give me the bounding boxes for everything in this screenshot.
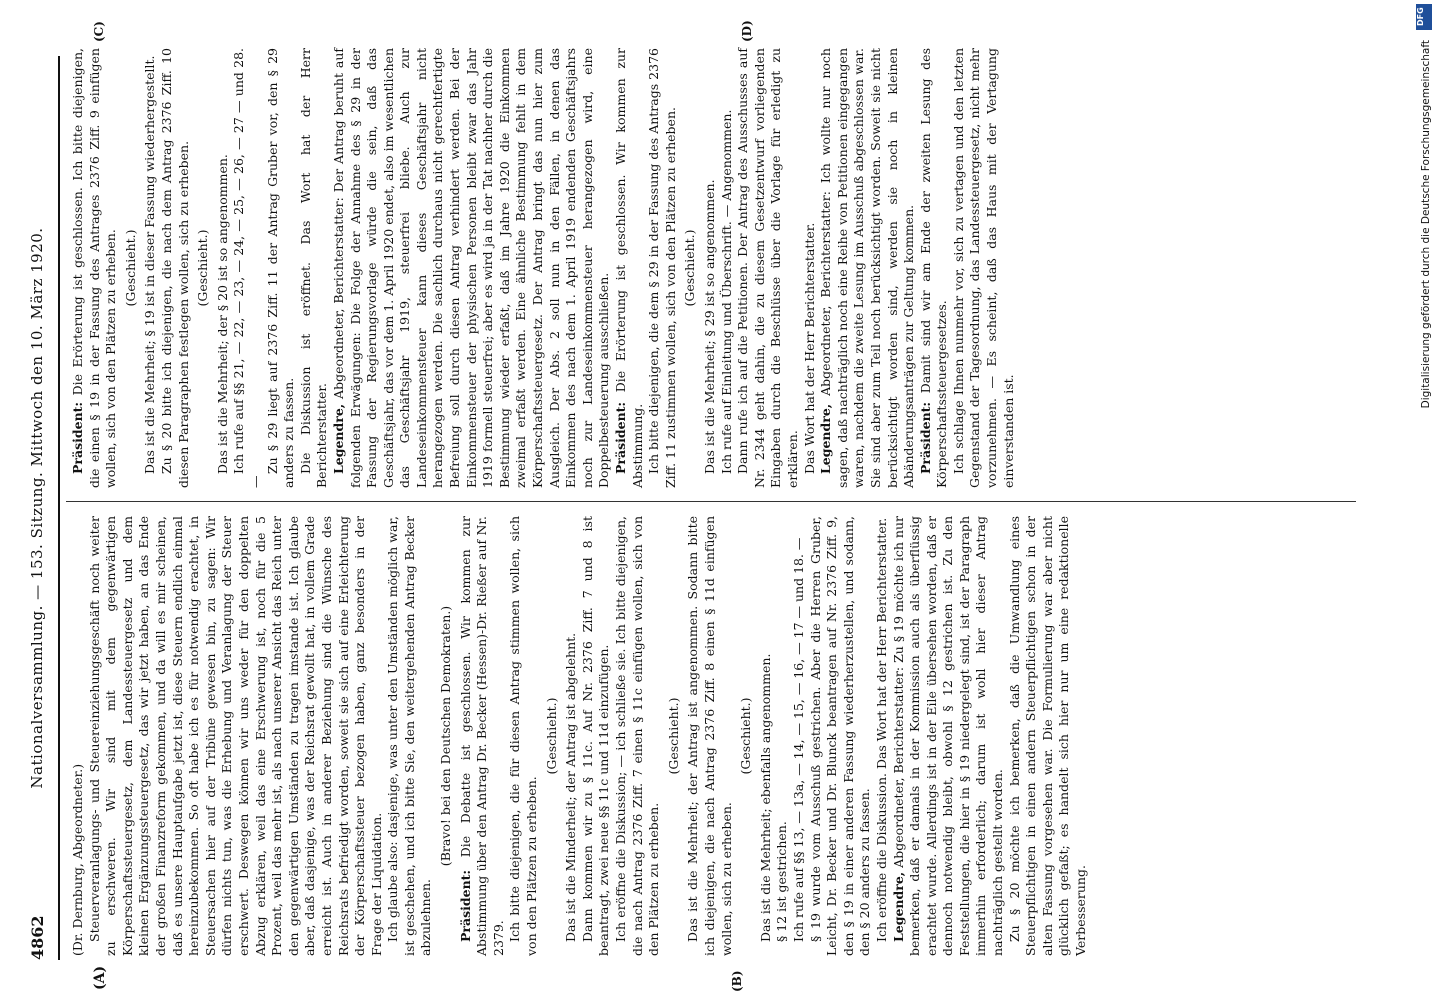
column-divider xyxy=(66,501,1356,502)
paragraph xyxy=(874,516,891,956)
paragraph xyxy=(580,516,613,956)
paragraph xyxy=(891,516,1007,956)
paragraph-text: (Geschieht.) xyxy=(738,697,754,775)
speaker-name: Präsident: xyxy=(70,401,85,474)
paragraph-text: (Geschieht.) xyxy=(665,697,681,775)
paragraph-text: (Dr. Dernburg, Abgeordneter.) xyxy=(70,763,85,956)
paragraph xyxy=(563,516,580,956)
paragraph xyxy=(331,48,613,488)
paragraph xyxy=(385,516,435,956)
header-rule xyxy=(58,56,60,960)
paragraph xyxy=(719,48,736,488)
paragraph-text: Die Diskussion ist eröffnet. Das Wort hat der Herr Berichterstatter. xyxy=(297,48,330,488)
paragraph-text: Ich eröffne die Diskussion; — ich schließe sie. Ich bitte diejenigen, die nach Antrag 2376 Ziff. 7 einen § 11c einfügen wollen, sich von den Plätzen zu erheben. xyxy=(613,516,662,956)
paragraph xyxy=(685,516,735,956)
paragraph-text: Die Erörterung ist geschlossen. Ich bitte diejenigen, die einen § 19 in der Fassung des Antrages 2376 Ziff. 9 einfügen wollen, sich von den Plätzen zu erheben. xyxy=(70,48,119,488)
paragraph-text: Ich glaube also: dasjenige, was unter den Umständen möglich war, ist geschehen, und ich bitte Sie, den weitergehenden Antrag Becker abzulehnen. xyxy=(385,516,434,956)
page-number: 4862 xyxy=(28,915,47,960)
paragraph-text: Zu § 20 möchte ich bemerken, daß die Umwandlung eines Steuerpflichtigen in einen andern Steuerpflichtigen schon in der alten Fassung vorgesehen war. Die Formulierung war aber nicht glücklich gefaßt; es handelt sich hier nur um eine redaktionelle Verbesserung. xyxy=(1006,516,1089,956)
paragraph xyxy=(70,48,120,488)
paragraph-text: Das ist die Mehrheit; § 29 ist so angenommen. xyxy=(701,179,717,474)
right-column xyxy=(70,48,1017,488)
paragraph-text: Ich schlage Ihnen nunmehr vor, sich zu vertagen und den letzten Gegenstand der Tagesordnung, das Landessteuergesetz, nicht mehr vorzunehmen. — Es scheint, daß das Haus mit der Vertagung einverstanden ist. xyxy=(950,48,1016,488)
paragraph xyxy=(544,516,561,956)
paragraph xyxy=(142,48,159,488)
digitization-note: Digitalisierung gefördert durch die Deutsche Forschungsgemeinschaft xyxy=(1420,40,1432,409)
speaker-name: Präsident: xyxy=(457,869,473,942)
paragraph-text: Ich rufe auf Einleitung und Überschrift. — Angenommen. xyxy=(718,109,734,474)
paragraph xyxy=(613,48,646,488)
paragraph-text: Zu § 20 bitte ich diejenigen, die nach dem Antrag 2376 Ziff. 10 diesen Paragraphen festlegen wollen, sich zu erheben. xyxy=(158,48,191,488)
margin-marker-a: (A) xyxy=(92,965,108,990)
paragraph-text: Ich bitte diejenigen, die für diesen Antrag stimmen wollen, sich von den Plätzen zu erheben. xyxy=(507,516,540,956)
paragraph xyxy=(646,48,679,488)
left-column xyxy=(70,516,1090,956)
margin-marker-d: (D) xyxy=(740,20,754,42)
margin-marker-c: (C) xyxy=(92,21,106,42)
paragraph xyxy=(802,48,819,488)
paragraph xyxy=(818,48,918,488)
paragraph xyxy=(682,48,699,488)
paragraph xyxy=(159,48,192,488)
paragraph xyxy=(458,516,508,956)
paragraph-text: Abgeordneter, Berichterstatter: Ich wollte nur noch sagen, daß nachträglich noch eine Reihe von Petitionen eingegangen waren, nachdem die zweite Lesung im Ausschuß abgeschlossen war. Sie sind aber zum Teil noch berücksichtigt worden. Soweit sie nicht berücksichtigt worden sind, werden sie noch in kleinen Abänderungsanträgen zur Geltung kommen. xyxy=(818,48,917,488)
paragraph-text: Ich eröffne die Diskussion. Das Wort hat der Herr Berichterstatter. xyxy=(873,517,889,942)
paragraph xyxy=(87,516,386,956)
paragraph-text: Das ist die Mehrheit; der § 20 ist so angenommen. xyxy=(214,154,230,474)
speaker-name: Präsident: xyxy=(613,401,628,474)
page-header xyxy=(22,56,52,960)
paragraph xyxy=(758,516,775,956)
paragraph-text: Ich rufe auf §§ 13, — 13a, — 14, — 15, — 16, — 17 — und 18. — xyxy=(790,537,806,942)
paragraph-text: Steuerveranlagungs- und Steuereinziehungsgeschäft noch weiter zu erschweren. Wir sind mit dem gegenwärtigen Körperschaftssteuergesetz, dem Landessteuergesetz und dem kleinen Ergänzungssteuergesetz, das wir jetzt haben, an das Ende der großen Finanzreform gekommen, und da will es mir scheinen, daß es unsere Hauptaufgabe jetzt ist, diese Steuern endlich einmal hereinzubekommen. So oft habe ich es für notwendig erachtet, in Steuersachen hier auf der Tribüne gewesen bin, zu sagen: Wir dürfen nichts tun, was die Erhebung und Veranlagung der Steuer erschwert. Deswegen können wir uns weder für den doppelten Abzug erklären, weil das eine Erschwerung ist, noch für die 5 Prozent, weil das mehr ist, als nach unserer Ansicht das Reich unter den gegenwärtigen Umständen zu tragen imstande ist. Ich glaube aber, daß dasjenige, was der Reichsrat gewollt hat, in vollem Grade erreicht ist. Auch in anderer Beziehung sind die Wünsche des Reichsrats befriedigt worden, soweit sie sich auf eine Erleichterung der Körperschaftssteuer bezogen haben, ganz besonders in der Frage der Liquidation. xyxy=(86,516,384,956)
paragraph-text: Zu § 29 liegt auf 2376 Ziff. 11 der Antrag Gruber vor, den § 29 anders zu fassen. xyxy=(264,48,297,488)
paragraph xyxy=(1007,516,1090,956)
paragraph xyxy=(613,516,663,956)
paragraph xyxy=(791,516,808,956)
paragraph xyxy=(951,48,1017,488)
paragraph xyxy=(918,48,951,488)
paragraph-text: § 12 ist gestrichen. xyxy=(774,821,790,942)
speaker-name: Legendre, xyxy=(818,403,834,474)
paragraph-text: Ich bitte diejenigen, die dem § 29 in der Fassung des Antrags 2376 Ziff. 11 zustimmen wollen, sich von den Plätzen zu erheben. xyxy=(646,48,678,488)
paragraph xyxy=(774,516,791,956)
paragraph xyxy=(123,48,140,488)
paragraph-text: Die Debatte ist geschlossen. Wir kommen zur Abstimmung über den Antrag Dr. Becker (Hessen)-Dr. Rießer auf Nr. 2379. xyxy=(457,516,506,956)
paragraph xyxy=(666,516,683,956)
paragraph xyxy=(702,48,719,488)
digitization-sidebar xyxy=(1412,0,1434,1000)
paragraph-text: (Geschieht.) xyxy=(195,229,211,307)
running-title: Nationalversammlung. — 153. Sitzung. Mittwoch den 10. März 1920. xyxy=(28,227,46,789)
paragraph-text: Ich rufe auf §§ 21, — 22, — 23, — 24, — 25, — 26, — 27 — und 28. — xyxy=(231,48,263,488)
paragraph xyxy=(438,516,455,956)
paragraph xyxy=(735,48,801,488)
paragraph-text: (Bravo! bei den Deutschen Demokraten.) xyxy=(438,605,454,867)
paragraph xyxy=(507,516,540,956)
paragraph xyxy=(808,516,874,956)
paragraph-text: Abgeordneter, Berichterstatter: Der Antrag beruht auf folgenden Erwägungen: Die Folge der Annahme des § 29 in der Fassung der Regierungsvorlage würde die sein, daß das Geschäftsjahr, das vor dem 1. April 1920 endet, also im wesentlichen das Geschäftsjahr 1919, steuerfrei bliebe. Auch zur Landeseinkommensteuer kann dieses Geschäftsjahr nicht herangezogen werden. Die sachlich durchaus nicht gerechtfertigte Befreiung soll durch diesen Antrag verhindert werden. Bei der Einkommensteuer der physischen Personen bleibt zwar das Jahr 1919 formell steuerfrei; aber es wird ja in der Tat nachher durch die Bestimmung wieder erfaßt, daß im Jahre 1920 die Einkommen zweimal erfaßt werden. Eine ähnliche Bestimmung fehlt in dem Körperschaftssteuergesetz. Der Antrag bringt das nun hier zum Ausgleich. Der Abs. 2 soll nun in den Fällen, in denen das Einkommen des nach dem 1. April 1919 endenden Geschäftsjahrs noch zur Landeseinkommensteuer herangezogen wird, eine Doppelbesteuerung ausschließen. xyxy=(330,48,612,488)
paragraph-text: Das ist die Mehrheit; der Antrag ist angenommen. Sodann bitte ich diejenigen, die nach Antrag 2376 Ziff. 8 einen § 11d einfügen wollen, sich zu erheben. xyxy=(685,516,734,956)
paragraph-text: Dann kommen wir zu § 11c. Auf Nr. 2376 Ziff. 7 und 8 ist beantragt, zwei neue §§ 11c und 11d einzufügen. xyxy=(579,516,612,956)
speaker-name: Legendre, xyxy=(330,403,346,474)
paragraph-text: Das ist die Mehrheit; § 19 ist in dieser Fassung wiederhergestellt. xyxy=(142,55,158,474)
paragraph xyxy=(195,48,212,488)
paragraph xyxy=(215,48,232,488)
speaker-name: Präsident: xyxy=(917,401,933,474)
paragraph xyxy=(231,48,264,488)
paragraph xyxy=(298,48,331,488)
paragraph-text: (Geschieht.) xyxy=(122,229,138,307)
paragraph-text: Das ist die Mehrheit; ebenfalls angenommen. xyxy=(757,653,773,942)
paragraph-text: Das ist die Minderheit; der Antrag ist abgelehnt. xyxy=(563,632,579,942)
paragraph xyxy=(70,516,87,956)
dfg-logo: DFG xyxy=(1416,4,1432,30)
paragraph-text: § 19 wurde vom Ausschuß gestrichen. Aber die Herren Gruber, Leicht, Dr. Becker und Dr. Blunck beantragen auf Nr. 2376 Ziff. 9, den § 19 in einer anderen Fassung wiederherzustellen, und sodann, den § 20 anders zu fassen. xyxy=(807,516,873,956)
paragraph-text: Dann rufe ich auf die Petitionen. Der Antrag des Ausschusses auf Nr. 2344 geht dahin, die zu diesem Gesetzentwurf vorliegenden Eingaben durch die Beschlüsse über die Vorlage für erledigt zu erklären. xyxy=(735,48,800,488)
margin-marker-b: (B) xyxy=(730,970,744,992)
speaker-name: Legendre, xyxy=(890,871,906,942)
paragraph-text: Abgeordneter, Berichterstatter: Zu § 19 möchte ich nur bemerken, daß er damals in der Kommission auch als überflüssig erachtet wurde. Allerdings ist in der Eile übersehen worden, daß er dennoch notwendig bleibt, obwohl § 12 gestrichen ist. Zu den Feststellungen, die hier in § 19 niedergelegt sind, ist der Paragraph immerhin erforderlich; darum ist wohl hier dieser Antrag nachträglich gestellt worden. xyxy=(890,516,1006,956)
paragraph-text: (Geschieht.) xyxy=(682,229,698,307)
paragraph-text: Die Erörterung ist geschlossen. Wir kommen zur Abstimmung. xyxy=(613,48,645,488)
paragraph-text: (Geschieht.) xyxy=(543,697,559,775)
paragraph xyxy=(265,48,298,488)
paragraph xyxy=(738,516,755,956)
paragraph-text: Das Wort hat der Herr Berichterstatter. xyxy=(801,222,817,474)
paragraph-text: Damit sind wir am Ende der zweiten Lesung des Körperschaftssteuergesetzes. xyxy=(917,48,950,488)
